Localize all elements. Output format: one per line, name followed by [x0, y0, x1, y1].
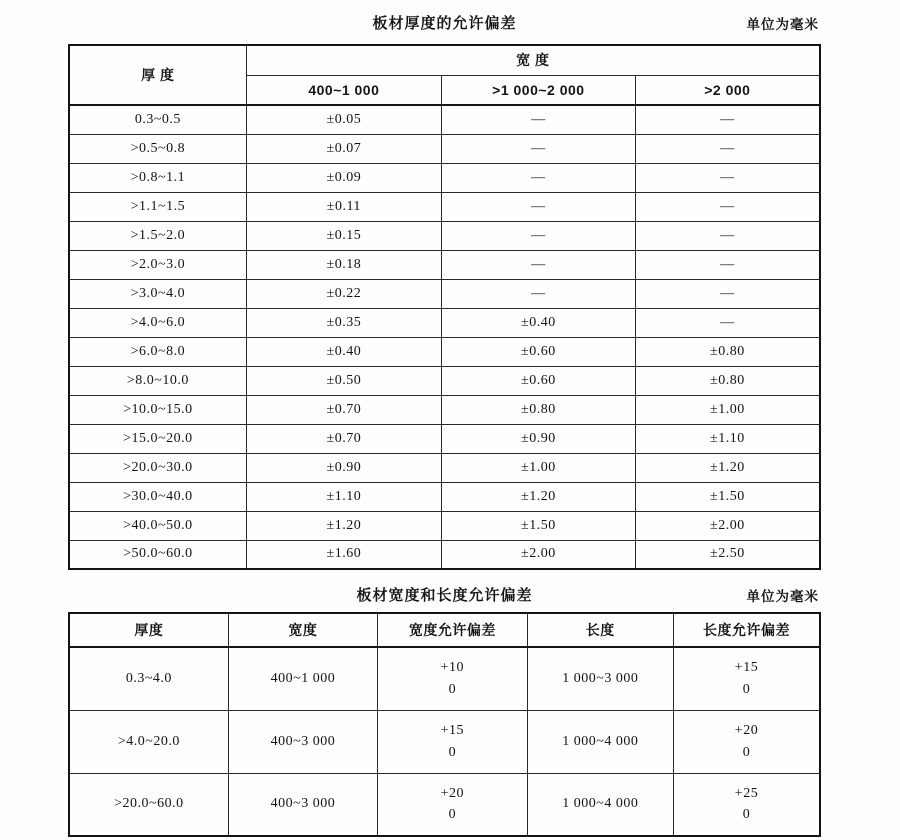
tolerance-cell: ±1.00	[441, 453, 635, 482]
tolerance-cell: ±0.40	[246, 337, 441, 366]
tolerance-cell: ±0.35	[246, 308, 441, 337]
table-row	[69, 453, 820, 482]
col-header-width-range-2: >1 000~2 000	[441, 75, 635, 105]
table-row	[69, 308, 820, 337]
tolerance-cell: —	[635, 192, 820, 221]
width-range-cell: 400~3 000	[228, 773, 377, 836]
thickness-range-cell: >8.0~10.0	[69, 366, 246, 395]
width-range-cell: 400~1 000	[228, 647, 377, 710]
col-header-width-group: 宽 度	[246, 45, 820, 75]
table2-unit-label: 单位为毫米	[746, 589, 819, 604]
table-row	[69, 540, 820, 569]
col-header-length: 长度	[527, 613, 673, 647]
col-header-width2: 宽度	[228, 613, 377, 647]
tolerance-cell: ±0.80	[635, 366, 820, 395]
thickness-range-cell: >3.0~4.0	[69, 279, 246, 308]
width-deviation-cell	[378, 710, 527, 773]
upper-deviation: +10	[440, 660, 465, 676]
tolerance-cell: —	[441, 192, 635, 221]
thickness-range-cell: >0.8~1.1	[69, 163, 246, 192]
thickness-range-cell: >20.0~30.0	[69, 453, 246, 482]
tolerance-cell: ±0.80	[635, 337, 820, 366]
tolerance-cell: —	[635, 250, 820, 279]
thickness-range-cell: >2.0~3.0	[69, 250, 246, 279]
lower-deviation: 0	[448, 681, 457, 697]
tolerance-cell: ±2.00	[635, 511, 820, 540]
tolerance-cell: —	[635, 163, 820, 192]
tolerance-cell: —	[441, 163, 635, 192]
width-deviation-cell	[378, 647, 527, 710]
thickness-range-cell: 0.3~4.0	[69, 647, 228, 710]
tolerance-cell: —	[441, 221, 635, 250]
size-table-body	[69, 647, 820, 836]
length-deviation-cell	[674, 710, 820, 773]
tolerance-cell: ±1.50	[635, 482, 820, 511]
thickness-range-cell: >40.0~50.0	[69, 511, 246, 540]
tolerance-cell: —	[635, 134, 820, 163]
table-row	[69, 395, 820, 424]
tolerance-cell: ±0.70	[246, 424, 441, 453]
tolerance-cell: ±0.60	[441, 337, 635, 366]
col-header-width-range-1: 400~1 000	[246, 75, 441, 105]
lower-deviation: 0	[742, 807, 751, 823]
tolerance-cell: ±0.50	[246, 366, 441, 395]
tolerance-cell: ±0.40	[441, 308, 635, 337]
table1-caption	[68, 12, 821, 34]
tolerance-cell: ±1.20	[246, 511, 441, 540]
table-row	[69, 647, 820, 710]
thickness-range-cell: >1.1~1.5	[69, 192, 246, 221]
lower-deviation: 0	[448, 744, 457, 760]
tolerance-cell: ±0.11	[246, 192, 441, 221]
col-header-thickness2: 厚度	[69, 613, 228, 647]
table-row	[69, 482, 820, 511]
width-deviation-cell	[378, 773, 527, 836]
width-range-cell: 400~3 000	[228, 710, 377, 773]
table-row	[69, 424, 820, 453]
length-deviation-cell	[674, 647, 820, 710]
thickness-range-cell: >1.5~2.0	[69, 221, 246, 250]
length-range-cell: 1 000~4 000	[527, 710, 673, 773]
table1-header-row	[69, 45, 820, 75]
tolerance-cell: ±0.90	[246, 453, 441, 482]
tolerance-cell: ±1.20	[441, 482, 635, 511]
tolerance-cell: —	[635, 221, 820, 250]
table-row	[69, 192, 820, 221]
tolerance-cell: ±0.15	[246, 221, 441, 250]
width-length-tolerance-table	[68, 612, 821, 837]
table-row	[69, 773, 820, 836]
thickness-range-cell: >10.0~15.0	[69, 395, 246, 424]
tolerance-cell: ±1.10	[635, 424, 820, 453]
tolerance-cell: ±2.00	[441, 540, 635, 569]
tolerance-cell: ±0.70	[246, 395, 441, 424]
thickness-range-cell: >6.0~8.0	[69, 337, 246, 366]
thickness-range-cell: 0.3~0.5	[69, 105, 246, 134]
tolerance-cell: ±0.60	[441, 366, 635, 395]
upper-deviation: +15	[734, 660, 759, 676]
tolerance-cell: —	[441, 250, 635, 279]
table-row	[69, 511, 820, 540]
tolerance-cell: —	[441, 279, 635, 308]
length-range-cell: 1 000~3 000	[527, 647, 673, 710]
table-row	[69, 710, 820, 773]
tolerance-cell: ±1.50	[441, 511, 635, 540]
col-header-thickness: 厚 度	[69, 45, 246, 105]
upper-deviation: +15	[440, 722, 465, 738]
lower-deviation: 0	[742, 681, 751, 697]
thickness-range-cell: >15.0~20.0	[69, 424, 246, 453]
tolerance-cell: ±0.05	[246, 105, 441, 134]
thickness-range-cell: >4.0~6.0	[69, 308, 246, 337]
col-header-width-range-3: >2 000	[635, 75, 820, 105]
table-row	[69, 163, 820, 192]
tolerance-cell: ±1.10	[246, 482, 441, 511]
lower-deviation: 0	[448, 807, 457, 823]
table-row	[69, 337, 820, 366]
tolerance-cell: ±0.80	[441, 395, 635, 424]
tolerance-cell: ±0.07	[246, 134, 441, 163]
thickness-range-cell: >50.0~60.0	[69, 540, 246, 569]
table-row	[69, 366, 820, 395]
thickness-tolerance-table	[68, 44, 821, 570]
table1-unit-label: 单位为毫米	[746, 17, 819, 32]
tolerance-cell: —	[635, 279, 820, 308]
tolerance-cell: ±1.20	[635, 453, 820, 482]
table1-title: 板材厚度的允许偏差	[372, 15, 517, 32]
table-row	[69, 250, 820, 279]
col-header-length-deviation: 长度允许偏差	[674, 613, 820, 647]
tolerance-cell: ±1.60	[246, 540, 441, 569]
tolerance-cell: ±0.90	[441, 424, 635, 453]
table2-header-row	[69, 613, 820, 647]
thickness-range-cell: >0.5~0.8	[69, 134, 246, 163]
tolerance-cell: —	[441, 105, 635, 134]
length-range-cell: 1 000~4 000	[527, 773, 673, 836]
tolerance-cell: ±0.09	[246, 163, 441, 192]
table2-title: 板材宽度和长度允许偏差	[356, 587, 533, 604]
tolerance-cell: ±0.18	[246, 250, 441, 279]
thickness-table-body	[69, 105, 820, 569]
table-row	[69, 221, 820, 250]
tolerance-cell: —	[635, 105, 820, 134]
upper-deviation: +25	[734, 785, 759, 801]
tolerance-cell: —	[635, 308, 820, 337]
tolerance-cell: —	[441, 134, 635, 163]
thickness-range-cell: >30.0~40.0	[69, 482, 246, 511]
thickness-range-cell: >20.0~60.0	[69, 773, 228, 836]
tolerance-cell: ±0.22	[246, 279, 441, 308]
upper-deviation: +20	[440, 785, 465, 801]
table-row	[69, 134, 820, 163]
table2-caption	[68, 584, 821, 606]
upper-deviation: +20	[734, 722, 759, 738]
tolerance-cell: ±2.50	[635, 540, 820, 569]
tolerance-cell: ±1.00	[635, 395, 820, 424]
lower-deviation: 0	[742, 744, 751, 760]
table-row	[69, 279, 820, 308]
col-header-width-deviation: 宽度允许偏差	[378, 613, 527, 647]
table-row	[69, 105, 820, 134]
thickness-range-cell: >4.0~20.0	[69, 710, 228, 773]
length-deviation-cell	[674, 773, 820, 836]
